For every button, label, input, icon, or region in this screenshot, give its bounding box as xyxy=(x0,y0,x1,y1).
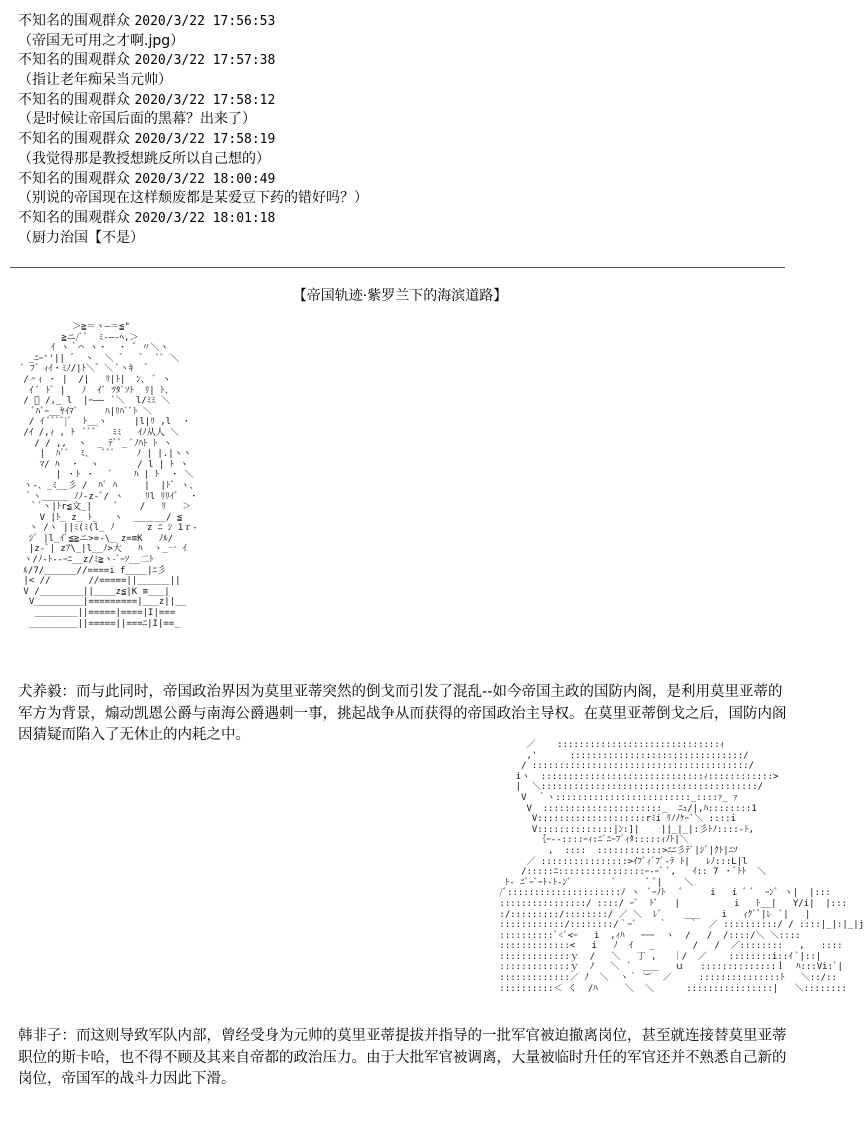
comment-text: （我觉得那是教授想跳反所以自己想的） xyxy=(18,150,270,167)
comment-header xyxy=(18,209,788,229)
comment-time: 2020/3/22 17:58:12 xyxy=(134,92,276,108)
comment-text: （指让老年痴呆当元帅） xyxy=(18,72,172,89)
comment-header xyxy=(18,170,788,190)
comment-text: （是时候让帝国后面的黑幕？出来了） xyxy=(18,111,256,128)
comment-list xyxy=(18,12,788,248)
comment-time: 2020/3/22 18:01:18 xyxy=(134,210,276,226)
speaker-name: 犬养毅 xyxy=(18,684,62,700)
comment-user: 不知名的围观群众 xyxy=(18,209,130,226)
comment-text: （帝国无可用之才啊.jpg） xyxy=(18,32,185,49)
comment-text: （别说的帝国现在这样颓废都是某爱豆下药的错好吗？） xyxy=(18,190,368,207)
comment-header xyxy=(18,130,788,150)
comment-user: 不知名的围观群众 xyxy=(18,170,130,187)
speaker-name: 韩非子 xyxy=(18,1028,62,1044)
comment-header xyxy=(18,51,788,71)
comment-text: （厨力治国【不是） xyxy=(18,229,144,246)
dialogue-text: ：而与此同时，帝国政治界因为莫里亚蒂突然的倒戈而引发了混乱--如今帝国主政的国防内阁，是利用莫里亚蒂的军方为背景，煽动凯恩公爵与南海公爵遇刺一事，挑起战争从而获得的帝国政治主导权。在莫里亚蒂倒戈之后，国防内阁因猜疑而陷入了无休止的内耗之中。 xyxy=(18,684,787,743)
comment-user: 不知名的围观群众 xyxy=(18,52,130,69)
comment-time: 2020/3/22 17:57:38 xyxy=(134,53,276,69)
dialogue-text: ：而这则导致军队内部，曾经受身为元帅的莫里亚蒂提拔并指导的一批军官被迫撤离岗位，甚至就连接替莫里亚蒂职位的斯卡哈，也不得不顾及其来自帝都的政治压力。由于大批军官被调离，大量被临时升任的军官还并不熟悉自己新的岗位，帝国军的战斗力因此下滑。 xyxy=(18,1028,787,1087)
ascii-art-figure-right: ／ ::::::::::::::::::::::::::::::ｨ ,' ::::::::::::::::::::::::::::::::/ / ::::::::::::::::::::::::::::::::::::::::/ iヽ ::::::::::::::::::::::::::::::ｨ::::::::::::> | ＼::::::::::::::::::::::::::::::::::::::::/ V ｀ヽ:::::::::::::::::::::::::_::::ｧ_ ｧ V ::::::::::::::::::::::_ ﾆｭ/|,ﾊ::::::::1 V::::::::::::::::::::rﾐi ﾘﾉﾉｹｰ`＼ ::::i V::::::::::::::|ﾝ:]| ||_|_|:彡ﾄﾉ::::-ﾄ, ｛ｰ--::::ｰｨ:ﾆﾞﾆｰﾌﾞｨﾀ:::::ｨﾉﾄ|＼ , :::: ::::::::::::>ﾆﾆ彡ﾃﾞ|ｼﾞ|ｸﾄ|ﾆｿ ／ ::::::::::::::::>ｲﾌﾞｨﾞﾌﾞ-ﾃ ﾄ| ﾚﾉ:::L|l /:::::ﾆ::::::::::::::::ｰ-ｰﾞ ﾞ, ｲ:: 7 ・ﾞﾄﾄ ＼ ﾄ- ﾆﾞｰﾞｰﾄ-ﾄ-ﾝﾞ ﾞ ﾞ ﾞ| ＼ /ﾞ:::::::::::::::::::::ﾉ ヽ ﾞｰﾉﾄ ﾞ i i ﾞ ﾞ ｰﾝﾞ ヽ| |::: ::::::::::::::::/ ::::/ ｰﾞ ﾄﾞ | i ﾄ__| Y/i| |::: :/:::::::::/::::::::/ ／ ＼ ﾚﾞ ___ i ｨｸﾞﾞ|ﾚ ﾞ| | ::::::::::::/::::::::/｀ｰﾞ ｀ ｀ ／ ::::::::::/ / ::::|_|:|_|j ::::::::::ﾞ<ﾞ<ｰ i ,ｨﾊ ｰｰｰ ヽ / / /::::/＼ ＼:::: :::::::::::::< i ﾉ ｲ _ / / ／:::::::: , :::: :::::::::::::ｙ / ＼ 丁 , ｜/ ／ ::::::::i::ｲ ﾞ|::| :::::::::::::ｙ ﾉ ＼ ﾞ ___ ｕ ::::::::::::::ｌ ﾊ:::Vi:ﾞ| :::::::::::::／ ﾉ ＼ ヽ｀ ︶ ／ :::::::::::::::ﾄ ＼::/:: ::::::::::＜ く /ﾊ ＼ ＼ ::::::::::::::::| ＼:::::::: xyxy=(499,740,864,994)
section-divider xyxy=(10,267,785,268)
dialogue-paragraph xyxy=(18,682,788,747)
chapter-title: 【帝国轨迹·紫罗兰下的海滨道路】 xyxy=(292,288,508,304)
comment-user: 不知名的围观群众 xyxy=(18,13,130,29)
comment-user: 不知名的围观群众 xyxy=(18,131,130,148)
comment-header xyxy=(18,91,788,111)
comment-user: 不知名的围观群众 xyxy=(18,91,130,108)
comment-time: 2020/3/22 17:58:19 xyxy=(134,132,276,148)
comment-time: 2020/3/22 18:00:49 xyxy=(134,171,276,187)
dialogue-paragraph xyxy=(18,1026,788,1091)
ascii-art-figure-left: ＞≧＝ヽ―＝≦" ≧ニ/ﾞﾞ ﾐ-―‐ﾍ,＞ ｲ ヽ｀⌒ ヽ・ ・ ゛〃＼ヽ _ﾆｰ''|| ゛ ヽ ＼ ゛ ゛ ﾟﾟ ＼ ﾞ ﾌ゛ｨｲ・ﾐﾉ/|ﾄ＼゛＼ ﾞヽｷ ゛ /＾ｨ ・ | /| ﾘ|ﾄ| ﾝ、 ﾞ ヽ ｲ ﾞ ﾄﾟ | ﾉ ｲﾞ ﾂﾀﾞｿﾄ ﾘ| ﾄ、 / ﾞ /,_ l |ｰ―― ﾞ＼ l/ﾐﾐ ＼ ﾞﾊﾞｰ__ﾔｲﾏﾞ ﾊ|ﾘﾊﾞﾞﾄ ＼ / ｲ ﾞﾞﾞﾞ|ﾞ ﾄ__ヽ |l|ﾘ ,l ・ /ｲ /,ｨ , ﾄ ﾞﾞﾞ ﾐﾐ ｲﾉ从人 ＼ / / ,, ヽ _ ﾃﾞﾞ_ ﾞﾉﾊﾄ ﾄ ヽ | ﾊﾟﾞ ﾐ、 ﾞﾞﾞ ﾉ | |.|ヽヽ ﾏ/ ﾊ ・ ヽ / l | ﾄ ヽ | ・ﾄ ・ ﾞ ﾊ | ﾄ ・ ＼ ヽ-、_ﾐ__彡 / ﾊﾞ ﾊ | |ﾄﾞ ヽ、 ｀ヽ_____ ﾉﾉ-z-ﾞ/ ヽ ﾘl ﾘﾘｲﾞ ・ ｀ﾞヽ|ﾄr≦文_| ﾞ / ﾘ ＞ V |ﾄ_ z_ ﾄ_ ヽ ______/ ≦ ヽ /ヽ ||ﾐ(ﾐ(l_ ﾉ z ﾆ ｼ 1ｒ- ｼﾞ |l_ｲﾞ≦≧ニ>=-\_ z=≡K ﾉﾙ/ |z-ﾞ| zｱ\_|l__ﾉ>大 ﾊ ヽ_一 ｲ ヽ/ﾉ-ﾄ--ｰﾆ__z/ﾐ≧ヽ-ﾞｰｿ__二ﾄ ﾙ/7/______//====i f____|ﾆ彡 |< // //=====||______|| V /________||____z≦|K ≡___| V_________|=========|___z||__ ________||=====|====|I|=== _________||=====||===ﾆ|I|==_ xyxy=(18,322,199,629)
comment-time: 2020/3/22 17:56:53 xyxy=(134,14,276,29)
comment-header xyxy=(18,12,788,32)
